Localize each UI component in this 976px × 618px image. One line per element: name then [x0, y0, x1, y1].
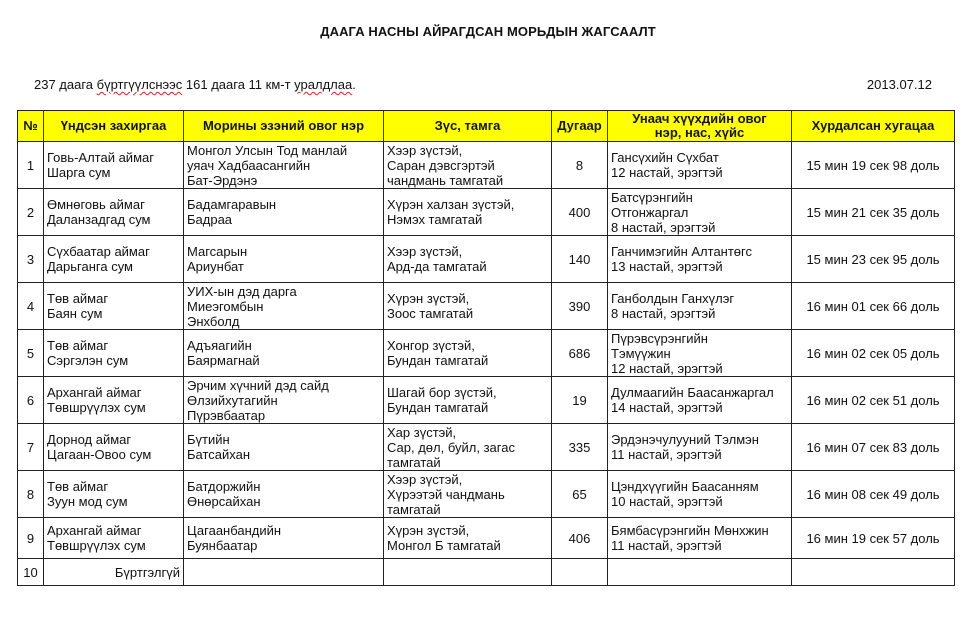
table-row: [18, 471, 955, 518]
cell-color-brand-line: Хонгор зүстэй,: [387, 338, 475, 353]
cell-rider: [608, 283, 792, 330]
cell-owner-line: Миеэгомбын: [187, 298, 264, 314]
cell-admin: [44, 189, 184, 236]
header-owner: Морины эзэний овог нэр: [184, 111, 384, 142]
table-row: [18, 142, 955, 189]
cell-rider-line: 14 настай, эрэгтэй: [611, 400, 723, 415]
cell-rider-line: 13 настай, эрэгтэй: [611, 259, 723, 274]
cell-owner: [184, 471, 384, 518]
cell-admin-line: Төв аймаг: [47, 479, 109, 494]
cell-owner-line: Пүрэвбаатар: [187, 407, 266, 423]
table-row: [18, 330, 955, 377]
cell-number: 65: [552, 471, 608, 518]
summary-misspelled-word: уралдлаа: [294, 77, 353, 92]
summary-misspelled-word: бүртгүүлснээс: [96, 77, 183, 92]
table-row: [18, 518, 955, 559]
cell-owner: [184, 330, 384, 377]
cell-owner: [184, 283, 384, 330]
cell-time: 16 мин 02 сек 51 доль: [792, 377, 955, 424]
cell-rider: [608, 236, 792, 283]
cell-admin-line: Өмнөговь аймаг: [47, 197, 145, 212]
cell-no: 2: [18, 189, 44, 236]
cell-no: 3: [18, 236, 44, 283]
cell-color-brand: [384, 283, 552, 330]
cell-no: 1: [18, 142, 44, 189]
cell-number: 335: [552, 424, 608, 471]
cell-color-brand-line: тамгатай: [387, 454, 441, 470]
cell-time: 15 мин 21 сек 35 доль: [792, 189, 955, 236]
cell-no: 9: [18, 518, 44, 559]
cell-rider-line: Дулмаагийн Баасанжаргал: [611, 385, 774, 400]
cell-number: 686: [552, 330, 608, 377]
cell-admin-line: Зуун мод сум: [47, 494, 128, 509]
cell-color-brand: [384, 518, 552, 559]
cell-owner: [184, 142, 384, 189]
cell-owner-line: УИХ-ын дэд дарга: [187, 283, 297, 299]
header-admin: Үндсэн захиргаа: [44, 111, 184, 142]
cell-color-brand-line: Шагай бор зүстэй,: [387, 385, 497, 400]
cell-admin: [44, 424, 184, 471]
cell-admin-line: Дорнод аймаг: [47, 432, 132, 447]
cell-time: [792, 559, 955, 586]
cell-number: 406: [552, 518, 608, 559]
cell-color-brand-line: Зоос тамгатай: [387, 306, 474, 321]
cell-no: 5: [18, 330, 44, 377]
cell-admin: [44, 518, 184, 559]
document-title: ДААГА НАСНЫ АЙРАГДСАН МОРЬДЫН ЖАГСААЛТ: [320, 24, 656, 39]
cell-color-brand: [384, 424, 552, 471]
summary-part: .: [352, 77, 356, 92]
header-color-brand: Зүс, тамга: [384, 111, 552, 142]
cell-owner: [184, 377, 384, 424]
cell-rider: [608, 559, 792, 586]
cell-admin: [44, 236, 184, 283]
table-row: [18, 424, 955, 471]
cell-admin: [44, 377, 184, 424]
cell-owner: [184, 518, 384, 559]
summary-text: [34, 77, 356, 92]
cell-owner-line: Бат-Эрдэнэ: [187, 172, 258, 188]
cell-rider-line: Бямбасүрэнгийн Мөнхжин: [611, 523, 769, 538]
cell-owner-line: Батсайхан: [187, 447, 251, 462]
cell-owner-line: Эрчим хүчний дэд сайд: [187, 377, 329, 393]
cell-owner: [184, 189, 384, 236]
table-row: [18, 377, 955, 424]
cell-owner-line: Энхболд: [187, 313, 240, 329]
cell-rider-line: 12 настай, эрэгтэй: [611, 360, 723, 376]
table-header-row: [18, 111, 955, 142]
cell-color-brand: [384, 236, 552, 283]
cell-admin-line: Даланзадгад сум: [47, 212, 151, 227]
table-body: [18, 142, 955, 559]
cell-admin-line: Шарга сум: [47, 165, 111, 180]
cell-number: 8: [552, 142, 608, 189]
cell-admin-line: Архангай аймаг: [47, 385, 142, 400]
cell-admin-line: Төвшрүүлэх сум: [47, 538, 146, 553]
summary-part: 161 даага 11 км-т: [182, 77, 295, 92]
cell-owner: [184, 559, 384, 586]
header-no: №: [18, 111, 44, 142]
cell-admin-line: Дарьганга сум: [47, 259, 133, 274]
cell-rider-line: 8 настай, эрэгтэй: [611, 219, 716, 235]
cell-no: 8: [18, 471, 44, 518]
table-row: [18, 189, 955, 236]
cell-time: 16 мин 19 сек 57 доль: [792, 518, 955, 559]
cell-admin-line: Төвшрүүлэх сум: [47, 400, 146, 415]
cell-rider: [608, 518, 792, 559]
cell-rider-line: 10 настай, эрэгтэй: [611, 494, 723, 509]
cell-rider-line: Ганболдын Ганхүлэг: [611, 291, 735, 306]
cell-color-brand-line: Хүрэн зүстэй,: [387, 291, 470, 306]
cell-number: 390: [552, 283, 608, 330]
cell-admin-line: Баян сум: [47, 306, 103, 321]
cell-color-brand: [384, 559, 552, 586]
cell-color-brand-line: Бундан тамгатай: [387, 400, 489, 415]
cell-owner-line: Өлзийхутагийн: [187, 392, 278, 408]
cell-rider-line: Ганчимэгийн Алтантөгс: [611, 244, 752, 259]
cell-owner-line: Бадамгаравын: [187, 197, 277, 212]
cell-rider-line: Отгонжаргал: [611, 204, 689, 220]
cell-owner: [184, 236, 384, 283]
cell-owner-line: Цагаанбандийн: [187, 523, 282, 538]
cell-admin-line: Архангай аймаг: [47, 523, 142, 538]
cell-no: 4: [18, 283, 44, 330]
cell-rider-line: 12 настай, эрэгтэй: [611, 165, 723, 180]
cell-rider-line: Цэндхүүгийн Баасанням: [611, 479, 759, 494]
cell-color-brand-line: Бундан тамгатай: [387, 353, 489, 368]
cell-color-brand-line: чандмань тамгатай: [387, 172, 504, 188]
cell-color-brand-line: Саран дэвсгэртэй: [387, 157, 495, 173]
cell-admin: [44, 283, 184, 330]
cell-admin-line: Төв аймаг: [47, 338, 109, 353]
cell-admin-line: Говь-Алтай аймаг: [47, 150, 154, 165]
cell-time: 16 мин 02 сек 05 доль: [792, 330, 955, 377]
cell-color-brand: [384, 471, 552, 518]
cell-time: 16 мин 08 сек 49 доль: [792, 471, 955, 518]
cell-admin-line: Сэргэлэн сум: [47, 353, 129, 368]
cell-rider: [608, 189, 792, 236]
cell-color-brand: [384, 142, 552, 189]
cell-admin: [44, 142, 184, 189]
cell-owner-line: Ариунбат: [187, 259, 244, 274]
header-rider-line: нэр, нас, хүйс: [654, 125, 745, 140]
header-number: Дугаар: [552, 111, 608, 142]
cell-owner-line: Буянбаатар: [187, 538, 258, 553]
cell-color-brand-line: Ард-да тамгатай: [387, 259, 487, 274]
summary-part: 237 даага: [34, 77, 97, 92]
cell-color-brand-line: Нэмэх тамгатай: [387, 212, 483, 227]
cell-owner-line: Адъяагийн: [187, 338, 252, 353]
cell-color-brand-line: Хүрэн халзан зүстэй,: [387, 197, 515, 212]
table-row: [18, 283, 955, 330]
cell-admin: [44, 330, 184, 377]
cell-color-brand: [384, 189, 552, 236]
cell-time: 15 мин 23 сек 95 доль: [792, 236, 955, 283]
cell-admin-line: Сүхбаатар аймаг: [47, 244, 150, 259]
cell-color-brand-line: Хээр зүстэй,: [387, 142, 463, 158]
cell-rider-line: Эрдэнэчулууний Тэлмэн: [611, 432, 759, 447]
cell-no: 10: [18, 559, 44, 586]
cell-number: 400: [552, 189, 608, 236]
header-time: Хурдалсан хугацаа: [792, 111, 955, 142]
cell-owner-line: Магсарын: [187, 244, 248, 259]
cell-color-brand-line: Хүрээтэй чандмань: [387, 486, 505, 502]
cell-rider: [608, 424, 792, 471]
cell-time: 15 мин 19 сек 98 доль: [792, 142, 955, 189]
cell-rider: [608, 471, 792, 518]
cell-owner: [184, 424, 384, 471]
table-row: [18, 236, 955, 283]
cell-color-brand-line: Хүрэн зүстэй,: [387, 523, 470, 538]
cell-admin: [44, 471, 184, 518]
cell-color-brand-line: Хээр зүстэй,: [387, 471, 463, 487]
cell-owner-line: Монгол Улсын Тод манлай: [187, 142, 348, 158]
header-rider: [608, 111, 792, 142]
cell-admin-line: Цагаан-Овоо сум: [47, 447, 152, 462]
cell-no: 7: [18, 424, 44, 471]
cell-color-brand-line: тамгатай: [387, 501, 441, 517]
cell-rider-line: Пүрэвсүрэнгийн: [611, 330, 708, 346]
cell-number: [552, 559, 608, 586]
results-table: [17, 110, 955, 586]
cell-owner-line: Баярмагнай: [187, 353, 260, 368]
cell-number: 140: [552, 236, 608, 283]
cell-color-brand-line: Хар зүстэй,: [387, 424, 457, 440]
table-row-unregistered: [18, 559, 955, 586]
cell-color-brand: [384, 377, 552, 424]
cell-time: 16 мин 07 сек 83 доль: [792, 424, 955, 471]
cell-rider: [608, 330, 792, 377]
cell-rider-line: Тэмүүжин: [611, 345, 671, 361]
cell-owner-line: Батдоржийн: [187, 479, 261, 494]
cell-color-brand-line: Сар, дөл, буйл, загас: [387, 439, 515, 455]
cell-rider-line: 11 настай, эрэгтэй: [611, 538, 722, 553]
cell-rider-line: Батсүрэнгийн: [611, 189, 693, 205]
header-rider-line: Унаач хүүхдийн овог: [632, 111, 767, 126]
cell-color-brand: [384, 330, 552, 377]
cell-no: 6: [18, 377, 44, 424]
cell-rider: [608, 377, 792, 424]
cell-owner-line: Бадраа: [187, 212, 233, 227]
cell-color-brand-line: Монгол Б тамгатай: [387, 538, 501, 553]
cell-owner-line: Бүтийн: [187, 432, 230, 447]
document-date: 2013.07.12: [866, 77, 932, 92]
cell-rider-line: 11 настай, эрэгтэй: [611, 447, 722, 462]
cell-owner-line: уяач Хадбаасангийн: [187, 157, 311, 173]
cell-admin: Бүртгэлгүй: [44, 559, 184, 586]
cell-rider: [608, 142, 792, 189]
cell-admin-line: Төв аймаг: [47, 291, 109, 306]
cell-rider-line: 8 настай, эрэгтэй: [611, 306, 716, 321]
cell-time: 16 мин 01 сек 66 доль: [792, 283, 955, 330]
cell-owner-line: Өнөрсайхан: [187, 494, 261, 509]
cell-number: 19: [552, 377, 608, 424]
cell-rider-line: Гансүхийн Сүхбат: [611, 150, 719, 165]
cell-color-brand-line: Хээр зүстэй,: [387, 244, 463, 259]
